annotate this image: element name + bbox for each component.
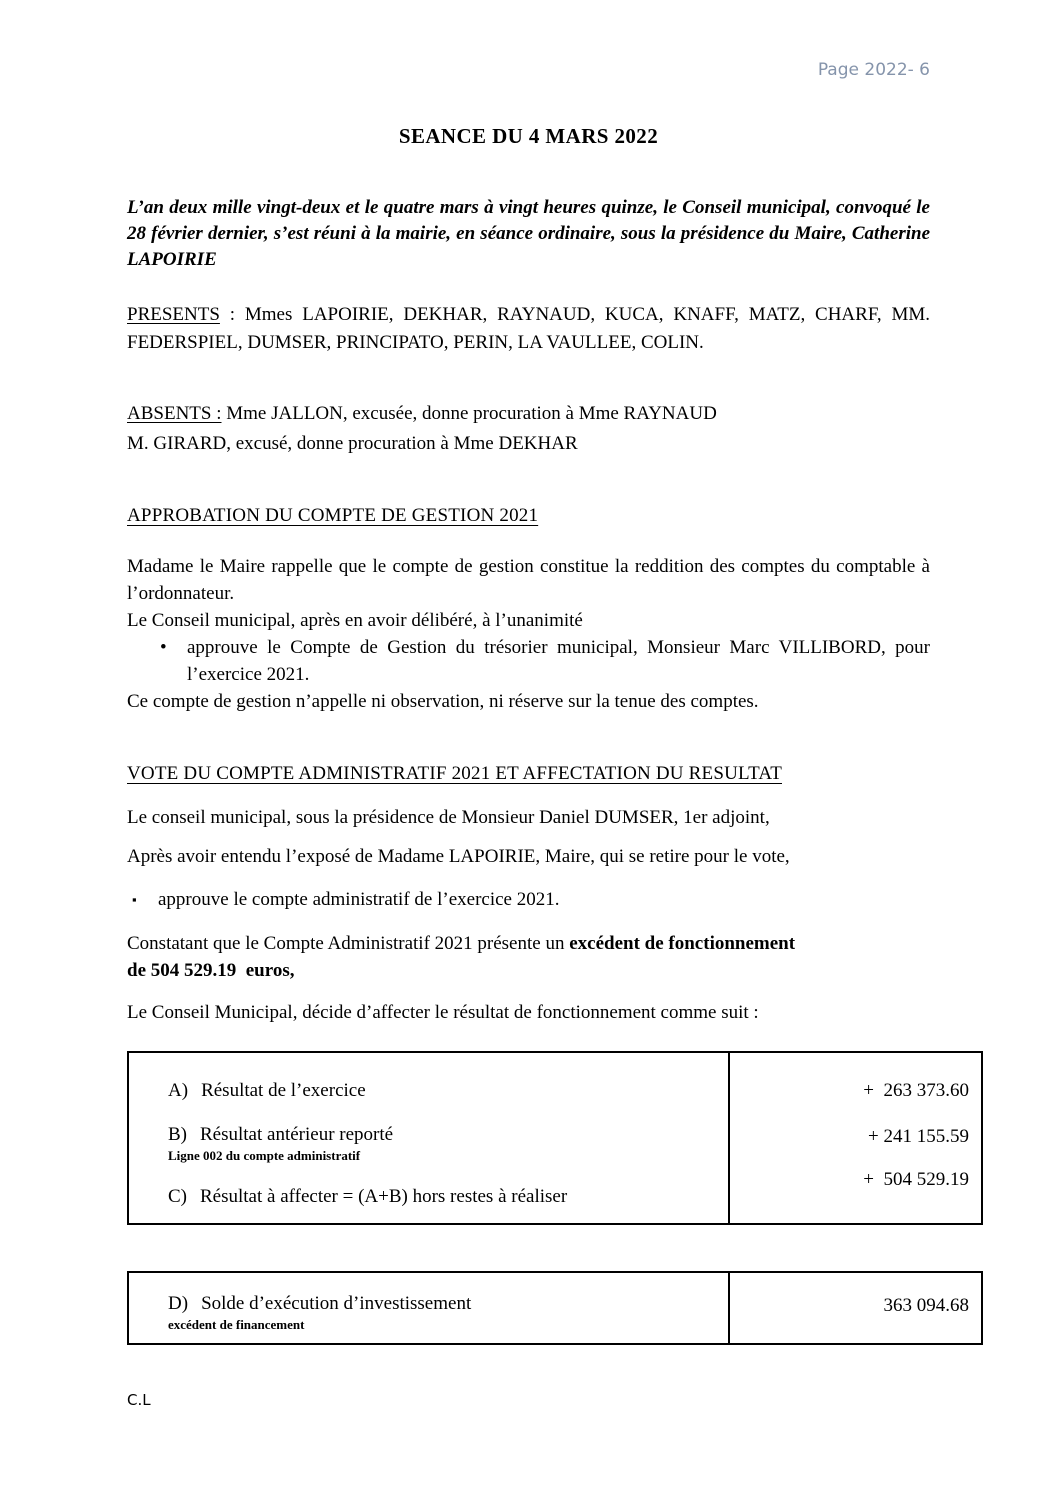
constatant-bold-text-1: excédent de fonctionnement <box>569 933 796 954</box>
row-a-key: A) <box>168 1080 189 1101</box>
row-b-key: B) <box>168 1124 187 1145</box>
affectation-table-amounts <box>728 1053 981 1223</box>
amount-cell-a: + 263 373.60 <box>863 1080 969 1101</box>
investissement-table-labels <box>129 1273 728 1343</box>
gestion-paragraph-1: Madame le Maire rappelle que le compte de gestion constitue la reddition des comptes du comptable à l’ordonnateur. <box>127 556 930 604</box>
vote-paragraph-1: Le conseil municipal, sous la présidence de Monsieur Daniel DUMSER, 1er adjoint, <box>127 807 770 828</box>
investissement-table-amounts <box>728 1273 981 1343</box>
amount-cell-d: 363 094.68 <box>883 1295 969 1316</box>
constatant-paragraph <box>127 930 930 984</box>
absents-line-1 <box>127 399 930 429</box>
row-d-label: Solde d’exécution d’investissement <box>201 1293 472 1314</box>
presents-label: PRESENTS <box>127 304 220 325</box>
row-c-label: Résultat à affecter = (A+B) hors restes à réaliser <box>200 1186 568 1207</box>
presents-separator: : <box>219 304 245 325</box>
table-row-c <box>168 1183 728 1210</box>
table-row-a <box>168 1077 728 1104</box>
constatant-bold-text-2: de 504 529.19 euros, <box>127 960 295 981</box>
amount-cell-c: + 504 529.19 <box>863 1169 969 1190</box>
row-b-label: Résultat antérieur reporté <box>200 1124 394 1145</box>
table-row-d <box>168 1290 728 1317</box>
presents-paragraph <box>127 301 930 357</box>
square-bullet-icon: ▪ <box>132 892 137 907</box>
vote-bullet-item <box>127 886 930 913</box>
table-row-b <box>168 1121 728 1148</box>
gestion-bullet-item <box>127 634 930 688</box>
row-d-key: D) <box>168 1293 189 1314</box>
vote-bullet-text: approuve le compte administratif de l’exercice 2021. <box>158 889 560 910</box>
gestion-bullet-text: approuve le Compte de Gestion du trésorier municipal, Monsieur Marc VILLIBORD, pour l’exercice 2021. <box>187 637 930 685</box>
round-bullet-icon: • <box>160 637 167 658</box>
amount-cell-b: + 241 155.59 <box>868 1126 969 1147</box>
row-b-subnote: Ligne 002 du compte administratif <box>168 1148 361 1163</box>
absents-line-1-text: Mme JALLON, excusée, donne procuration à Mme RAYNAUD <box>221 403 717 424</box>
row-a-label: Résultat de l’exercice <box>201 1080 366 1101</box>
constatant-normal-text: Constatant que le Compte Administratif 2021 présente un <box>127 933 570 954</box>
footer-initials: C.L <box>127 1391 151 1409</box>
absents-paragraph <box>127 399 930 459</box>
page-number: Page 2022- 6 <box>817 60 930 80</box>
gestion-paragraph-2: Le Conseil municipal, après en avoir délibéré, à l’unanimité <box>127 610 583 631</box>
absents-label: ABSENTS : <box>127 403 222 424</box>
vote-paragraph-2: Après avoir entendu l’exposé de Madame LAPOIRIE, Maire, qui se retire pour le vote, <box>127 846 790 867</box>
heading-approbation-compte-gestion: APPROBATION DU COMPTE DE GESTION 2021 <box>127 505 539 526</box>
affectation-result-table <box>127 1051 983 1225</box>
row-c-key: C) <box>168 1186 187 1207</box>
gestion-paragraph-3: Ce compte de gestion n’appelle ni observation, ni réserve sur la tenue des comptes. <box>127 691 759 712</box>
investissement-table <box>127 1271 983 1345</box>
row-d-subnote: excédent de financement <box>168 1317 305 1332</box>
affectation-paragraph: Le Conseil Municipal, décide d’affecter le résultat de fonctionnement comme suit : <box>127 1002 759 1023</box>
intro-paragraph: L’an deux mille vingt-deux et le quatre mars à vingt heures quinze, le Conseil municipal, convoqué le 28 février dernier, s’est réuni à la mairie, en séance ordinaire, sous la présidence du Maire, Catherine LAPOIRIE <box>127 197 930 270</box>
affectation-table-labels <box>129 1053 728 1223</box>
document-title: SEANCE DU 4 MARS 2022 <box>398 124 659 148</box>
heading-vote-compte-administratif: VOTE DU COMPTE ADMINISTRATIF 2021 ET AFFECTATION DU RESULTAT <box>127 763 782 784</box>
presents-names: Mmes LAPOIRIE, DEKHAR, RAYNAUD, KUCA, KNAFF, MATZ, CHARF, MM. FEDERSPIEL, DUMSER, PRINCIPATO, PERIN, LA VAULLEE, COLIN. <box>127 304 930 353</box>
absents-line-2: M. GIRARD, excusé, donne procuration à Mme DEKHAR <box>127 433 578 454</box>
